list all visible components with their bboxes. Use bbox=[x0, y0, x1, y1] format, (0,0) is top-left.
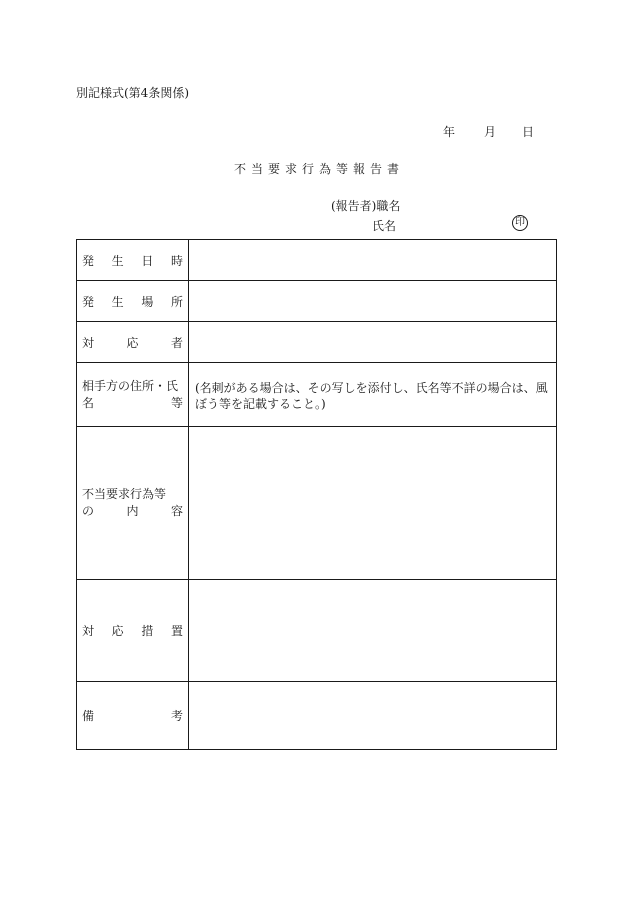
table-row bbox=[77, 240, 557, 281]
table-row bbox=[77, 363, 557, 427]
responder-field[interactable] bbox=[189, 322, 557, 363]
label-char: 備 bbox=[82, 709, 95, 723]
remarks-field[interactable] bbox=[189, 682, 557, 750]
label-char: 応 bbox=[111, 624, 124, 638]
label-char: 時 bbox=[170, 253, 183, 268]
table-row bbox=[77, 682, 557, 750]
seal-mark: 印 bbox=[512, 215, 528, 231]
label-line: 不当要求行為等 bbox=[82, 487, 167, 501]
table-row bbox=[77, 580, 557, 682]
label-char: 場 bbox=[141, 294, 154, 309]
label-char: 者 bbox=[170, 335, 183, 350]
form-reference: 別記様式(第4条関係) bbox=[76, 86, 189, 100]
table-row bbox=[77, 322, 557, 363]
row-label-counterparty bbox=[77, 363, 189, 427]
table-row bbox=[77, 427, 557, 580]
date-day-label: 日 bbox=[522, 125, 535, 139]
report-table bbox=[76, 239, 557, 750]
label-char: 容 bbox=[170, 504, 183, 518]
label-char: 対 bbox=[82, 624, 95, 638]
label-char: 考 bbox=[170, 709, 183, 723]
datetime-field[interactable] bbox=[189, 240, 557, 281]
content-field[interactable] bbox=[189, 427, 557, 580]
label-char: 応 bbox=[126, 335, 139, 350]
counterparty-field[interactable]: (名刺がある場合は、その写しを添付し、氏名等不詳の場合は、風ぼう等を記載すること。) bbox=[189, 363, 557, 427]
date-month-label: 月 bbox=[484, 125, 497, 139]
label-char: 内 bbox=[126, 504, 139, 518]
label-char: 置 bbox=[170, 624, 183, 638]
label-char: 発 bbox=[82, 253, 95, 268]
reporter-name-label: 氏名 bbox=[372, 219, 397, 233]
label-char: 生 bbox=[111, 253, 124, 268]
label-char: の bbox=[82, 504, 95, 518]
row-label-remarks bbox=[77, 682, 189, 750]
label-char: 対 bbox=[82, 335, 95, 350]
row-label-responder bbox=[77, 322, 189, 363]
row-label-datetime bbox=[77, 240, 189, 281]
label-char: 等 bbox=[170, 395, 183, 410]
row-label-content bbox=[77, 427, 189, 580]
place-field[interactable] bbox=[189, 281, 557, 322]
reporter-post-label: (報告者)職名 bbox=[331, 199, 401, 213]
measures-field[interactable] bbox=[189, 580, 557, 682]
label-char: 日 bbox=[141, 253, 154, 268]
label-char: 所 bbox=[170, 294, 183, 309]
label-char: 名 bbox=[82, 395, 95, 410]
label-char: 発 bbox=[82, 294, 95, 309]
date-year-label: 年 bbox=[443, 125, 456, 139]
label-line: 相手方の住所・氏 bbox=[82, 378, 179, 393]
row-label-measures bbox=[77, 580, 189, 682]
label-char: 措 bbox=[141, 624, 154, 638]
label-char: 生 bbox=[111, 294, 124, 309]
table-row bbox=[77, 281, 557, 322]
document-title: 不当要求行為等報告書 bbox=[233, 162, 404, 176]
date-line bbox=[443, 123, 534, 140]
row-label-place bbox=[77, 281, 189, 322]
